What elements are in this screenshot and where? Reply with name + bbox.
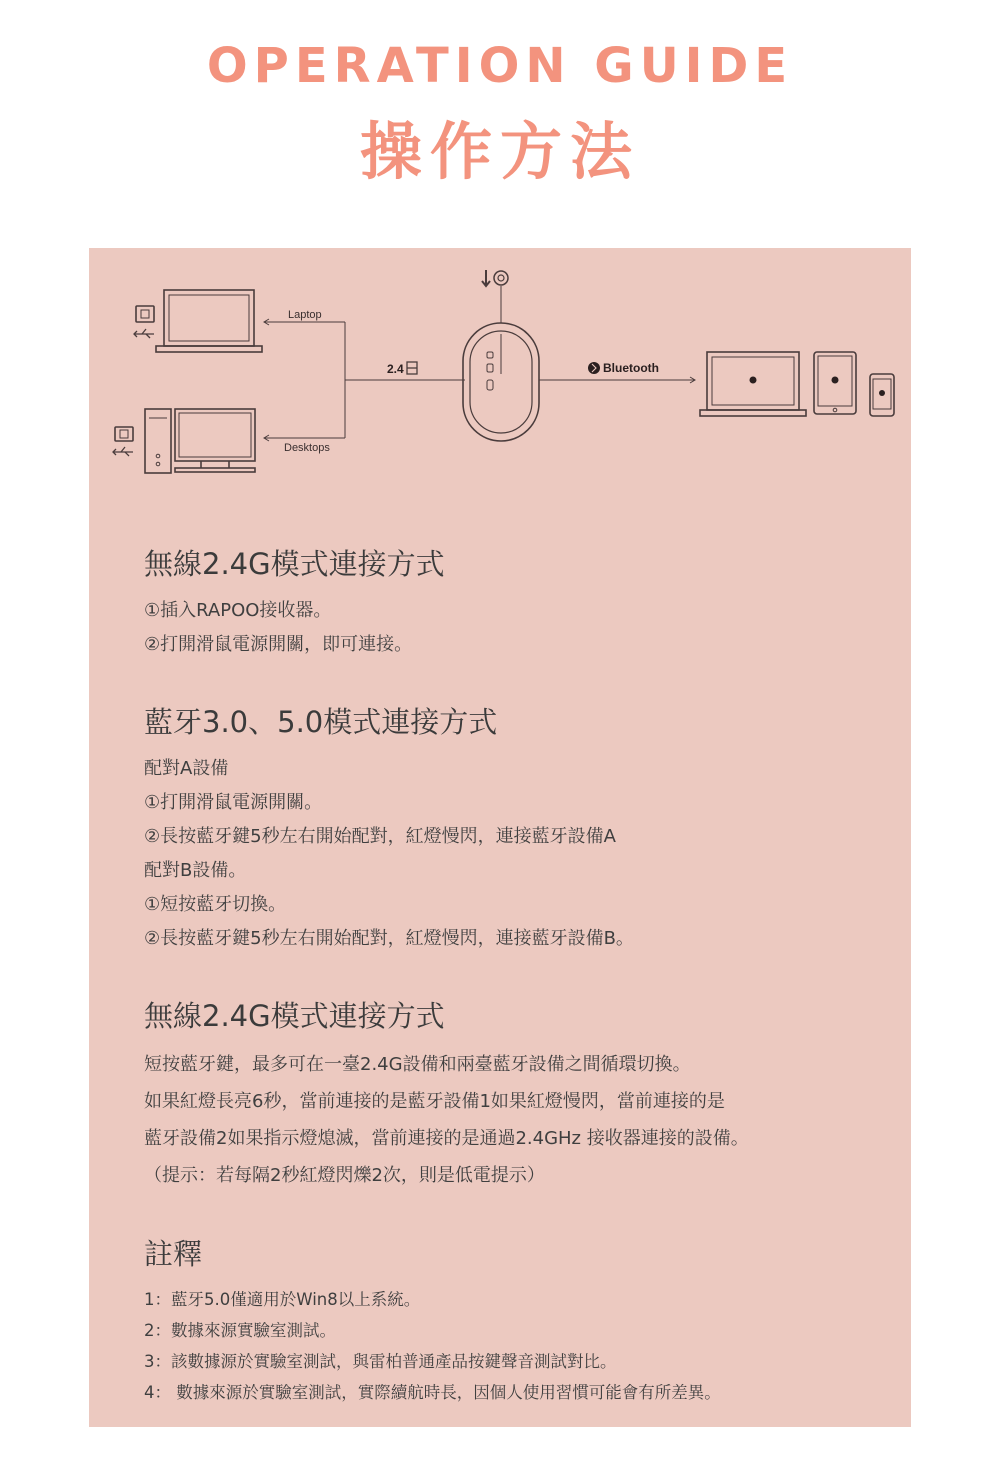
usb-receiver-icon-desktop: [115, 427, 133, 441]
section-switching: [144, 998, 884, 1194]
section-line: ①打開滑鼠電源開關。: [144, 792, 323, 813]
section-heading: 註釋: [144, 1237, 203, 1271]
section-line: 藍牙設備2如果指示燈熄滅，當前連接的是通過2.4GHz 接收器連接的設備。: [144, 1128, 749, 1149]
usb-symbol-icon: [134, 329, 154, 338]
laptop-label: Laptop: [288, 309, 322, 321]
section-heading: 藍牙3.0、5.0模式連接方式: [144, 705, 498, 739]
note-line: 1：藍牙5.0僅適用於Win8以上系統。: [144, 1290, 421, 1309]
section-bluetooth: [144, 704, 884, 956]
title-english: OPERATION GUIDE: [206, 38, 794, 94]
usb-receiver-icon: [136, 306, 154, 322]
note-line: 4： 數據來源於實驗室測試，實際續航時長，因個人使用習慣可能會有所差異。: [144, 1383, 721, 1402]
section-line: 如果紅燈長亮6秒，當前連接的是藍牙設備1如果紅燈慢閃，當前連接的是: [144, 1091, 725, 1112]
bluetooth-label: Bluetooth: [603, 361, 659, 375]
section-line: （提示：若每隔2秒紅燈閃爍2次，則是低電提示）: [144, 1165, 545, 1186]
note-line: 3：該數據源於實驗室測試，與雷柏普通產品按鍵聲音測試對比。: [144, 1352, 617, 1371]
section-line: ①短按藍牙切換。: [144, 894, 287, 915]
bluetooth-icon: [588, 362, 600, 374]
section-heading: 無線2.4G模式連接方式: [144, 999, 445, 1033]
mouse-icon: [463, 323, 539, 441]
section-line: ②長按藍牙鍵5秒左右開始配對，紅燈慢閃，連接藍牙設備A: [144, 826, 616, 847]
phone-icon: [870, 374, 894, 416]
section-line: 短按藍牙鍵，最多可在一臺2.4G設備和兩臺藍牙設備之間循環切換。: [144, 1054, 691, 1075]
bluetooth-laptop-icon: [700, 352, 806, 416]
laptop-icon: [156, 290, 262, 352]
usb-symbol-icon-desktop: [113, 447, 133, 456]
tablet-icon: [814, 352, 856, 414]
section-notes: [144, 1236, 884, 1408]
section-line: 配對B設備。: [144, 860, 247, 881]
receiver-symbol-icon: [407, 362, 417, 374]
section-line: ②長按藍牙鍵5秒左右開始配對，紅燈慢閃，連接藍牙設備B。: [144, 928, 634, 949]
desktops-label: Desktops: [284, 442, 330, 454]
section-line: ①插入RAPOO接收器。: [144, 600, 332, 621]
page-header: [0, 0, 1000, 248]
section-line: ②打開滑鼠電源開關，即可連接。: [144, 634, 413, 655]
title-chinese: 操作方法: [359, 115, 640, 188]
note-line: 2：數據來源實驗室測試。: [144, 1321, 336, 1340]
power-switch-icon: [482, 270, 508, 286]
desktop-icon: [145, 409, 255, 473]
guide-panel: [89, 248, 911, 1427]
receiver-label: 2.4: [387, 362, 404, 376]
section-line: 配對A設備: [144, 758, 229, 779]
section-heading: 無線2.4G模式連接方式: [144, 547, 445, 581]
connection-diagram: [89, 248, 911, 508]
section-wireless-24g: [144, 546, 884, 662]
